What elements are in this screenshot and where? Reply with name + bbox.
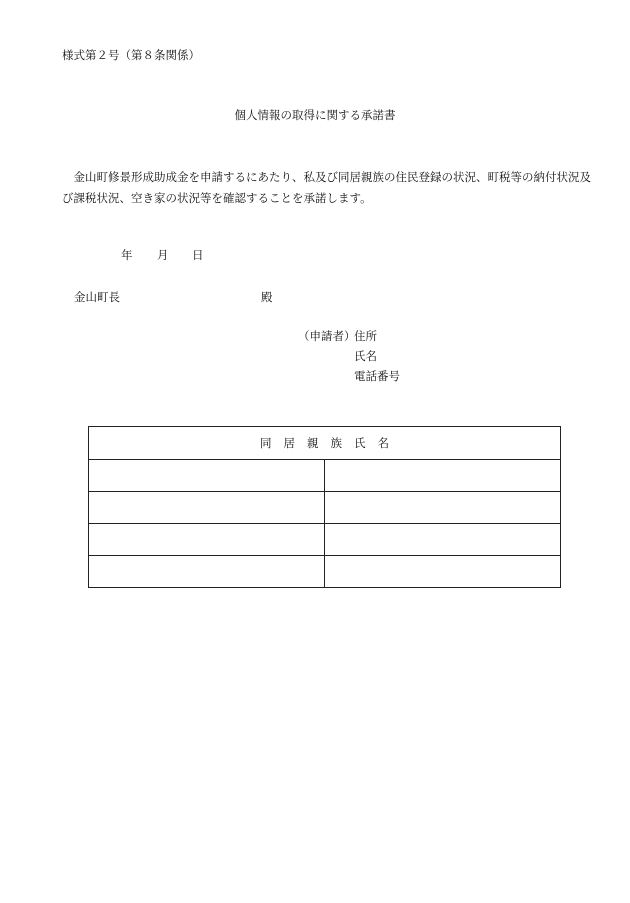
date-year-label: 年 xyxy=(121,248,133,262)
document-title: 個人情報の取得に関する承諾書 xyxy=(234,108,396,122)
addressee-honorific: 殿 xyxy=(261,290,273,304)
table-row xyxy=(89,556,561,588)
applicant-name-label: 氏名 xyxy=(354,349,377,363)
family-name-cell[interactable] xyxy=(325,524,561,556)
table-row xyxy=(89,492,561,524)
family-name-cell[interactable] xyxy=(89,524,325,556)
table-row xyxy=(89,524,561,556)
family-table-header: 同居親族氏名 xyxy=(89,427,561,460)
applicant-label: （申請者） xyxy=(298,329,356,343)
form-number-label: 様式第２号（第８条関係） xyxy=(62,48,200,62)
family-name-cell[interactable] xyxy=(89,556,325,588)
consent-statement: 金山町修景形成助成金を申請するにあたり、私及び同居親族の住民登録の状況、町税等の納付状況及び課税状況、空き家の状況等を確認することを承諾します。 xyxy=(62,170,591,205)
table-header-row xyxy=(89,427,561,460)
family-name-cell[interactable] xyxy=(89,492,325,524)
applicant-phone-label: 電話番号 xyxy=(354,369,400,383)
table-row xyxy=(89,460,561,492)
family-members-table xyxy=(88,426,561,588)
addressee-recipient: 金山町長 xyxy=(74,290,120,304)
family-name-cell[interactable] xyxy=(325,492,561,524)
applicant-address-label: 住所 xyxy=(354,329,377,343)
family-name-cell[interactable] xyxy=(325,460,561,492)
family-name-cell[interactable] xyxy=(89,460,325,492)
family-name-cell[interactable] xyxy=(325,556,561,588)
date-day-label: 日 xyxy=(192,248,204,262)
date-month-label: 月 xyxy=(157,248,169,262)
